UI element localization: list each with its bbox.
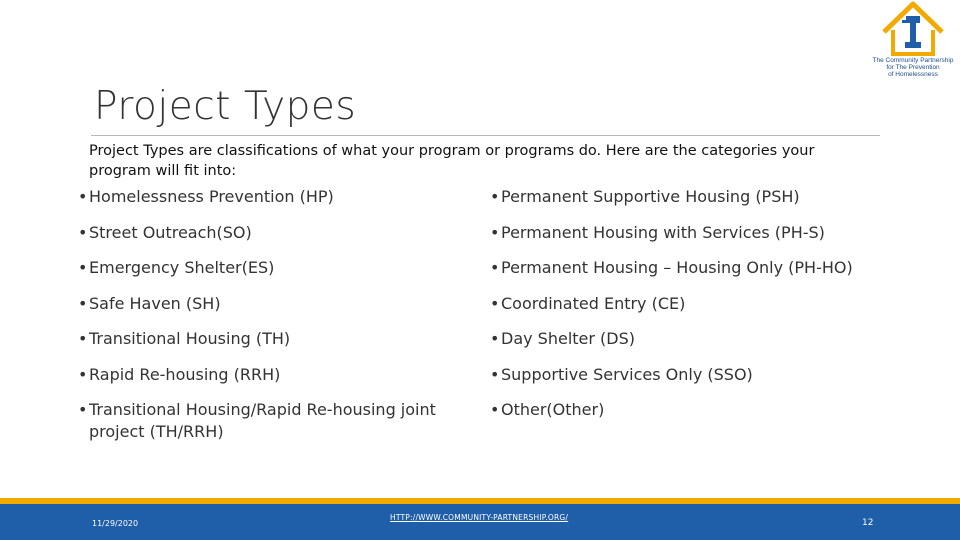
list-item: [490, 293, 930, 315]
list-item: [490, 186, 930, 208]
bullet-icon: •: [490, 293, 500, 313]
bullet-icon: •: [490, 329, 500, 348]
list-item-text: Permanent Housing – Housing Only (PH-HO): [501, 258, 853, 277]
list-item-text: Safe Haven (SH): [89, 293, 221, 313]
project-types-right-list: [490, 186, 930, 435]
logo-line-1: The Community Partnership: [872, 57, 954, 64]
website-link[interactable]: HTTP://WWW.COMMUNITY-PARTNERSHIP.ORG/: [390, 513, 569, 522]
bullet-icon: •: [78, 258, 88, 277]
bullet-icon: •: [490, 364, 500, 384]
list-item-text: Transitional Housing/Rapid Re-housing joint project (TH/RRH): [89, 400, 436, 441]
logo-line-3: of Homelessness: [888, 71, 938, 78]
list-item-text: Homelessness Prevention (HP): [89, 187, 334, 206]
logo-line-2: for The Prevention: [886, 64, 940, 71]
list-item-text: Permanent Supportive Housing (PSH): [501, 187, 800, 206]
list-item: [78, 293, 478, 315]
bullet-icon: •: [490, 258, 500, 277]
slide-title: Project Types: [94, 84, 357, 129]
list-item: [490, 399, 930, 421]
intro-paragraph: Project Types are classifications of what your program or programs do. Here are the categories your program will fit into:: [89, 143, 815, 179]
list-item-text: Supportive Services Only (SSO): [501, 364, 753, 384]
list-item-text: Day Shelter (DS): [501, 329, 636, 348]
list-item: [490, 257, 930, 279]
bullet-icon: •: [78, 400, 88, 419]
list-item-text: Emergency Shelter(ES): [89, 258, 275, 277]
organization-logo: [866, 0, 960, 84]
list-item: [78, 222, 478, 244]
list-item-text: Rapid Re-housing (RRH): [89, 364, 281, 384]
bullet-icon: •: [78, 364, 88, 384]
list-item: [78, 186, 478, 208]
title-divider: [91, 135, 880, 136]
footer-bar: [0, 504, 960, 540]
list-item: [78, 399, 478, 443]
bullet-icon: •: [78, 222, 88, 242]
house-logo-icon: [880, 0, 946, 58]
list-item: [78, 328, 478, 350]
list-item-text: Other(Other): [501, 400, 605, 419]
bullet-icon: •: [78, 293, 88, 313]
bullet-icon: •: [78, 329, 88, 348]
bullet-icon: •: [490, 400, 500, 419]
bullet-icon: •: [490, 222, 500, 242]
list-item-text: Transitional Housing (TH): [89, 329, 291, 348]
list-item-text: Permanent Housing with Services (PH-S): [501, 222, 825, 242]
list-item-text: Street Outreach(SO): [89, 222, 252, 242]
logo-caption: [866, 57, 960, 78]
list-item-text: Coordinated Entry (CE): [501, 293, 686, 313]
page-number: 12: [862, 518, 874, 528]
footer-date: 11/29/2020: [92, 519, 139, 528]
list-item: [490, 328, 930, 350]
list-item: [78, 257, 478, 279]
list-item: [490, 364, 930, 386]
bullet-icon: •: [78, 187, 88, 206]
bullet-icon: •: [490, 187, 500, 206]
project-types-left-list: [78, 186, 478, 457]
list-item: [490, 222, 930, 244]
list-item: [78, 364, 478, 386]
